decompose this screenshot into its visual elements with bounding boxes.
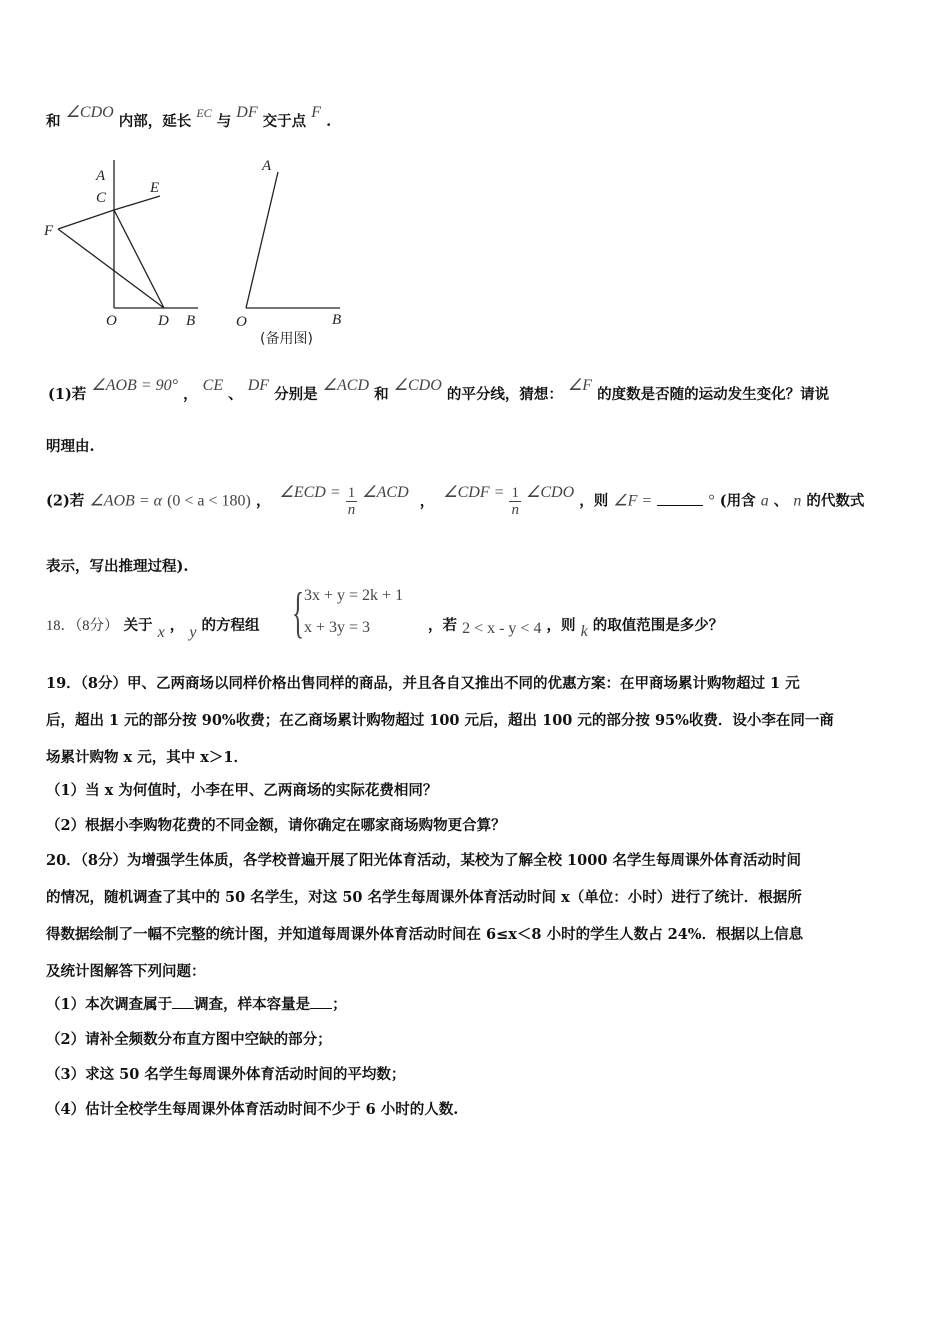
q18-text: 的取值范围是多少？ <box>592 617 724 634</box>
intro-text: 和 <box>46 113 61 130</box>
segment-ec: EC <box>196 106 212 120</box>
angle-f: ∠F <box>567 377 593 394</box>
q20-sub3: （3）求这 50 名学生每周课外体育活动时间的平均数； <box>46 1066 406 1083</box>
q20-sub1-text: 调查，样本容量是 <box>194 996 311 1013</box>
system-brace: { <box>292 582 305 644</box>
fraction-1-over-n <box>346 485 358 518</box>
fig1-label-d: D <box>158 313 169 329</box>
part2-text: (用含 <box>719 492 756 510</box>
figure-caption: (备用图) <box>260 331 313 347</box>
q19-line3: 场累计购物 x 元，其中 x＞1． <box>46 749 249 766</box>
part1-line <box>48 377 830 404</box>
fig2-label-b: B <box>332 312 342 328</box>
fraction-1-over-n <box>509 485 521 518</box>
q18-text: ，则 <box>546 617 576 634</box>
alpha-range: (0 < a < 180) <box>167 492 251 510</box>
degree-sign: ° <box>708 492 715 510</box>
intro-line <box>46 104 332 131</box>
equation-1: 3x + y = 2k + 1 <box>304 587 404 604</box>
part2-line2: 表示，写出推理过程). <box>46 558 189 575</box>
q19-line2: 后，超出 1 元的部分按 90%收费；在乙商场累计购物超过 100 元后，超出 100 元的部分按 95%收费．设小李在同一商 <box>46 712 834 729</box>
var-x: x <box>157 624 165 641</box>
fig1-label-o: O <box>106 313 117 329</box>
part1-text: 的平分线，猜想： <box>446 386 563 403</box>
var-y: y <box>189 624 197 641</box>
fig1-label-a: A <box>96 168 106 184</box>
angle-cdo: ∠CDO <box>393 377 442 394</box>
part1-line2: 明理由. <box>46 438 95 455</box>
fig1-label-c: C <box>96 190 107 206</box>
var-a: a <box>760 492 769 510</box>
q18-text: 关于 <box>123 617 153 634</box>
separator: 、 <box>773 492 789 510</box>
intro-text: 与 <box>216 113 232 130</box>
angle-acd: ∠ACD <box>362 483 409 501</box>
intro-text: 交于点 <box>262 113 307 130</box>
point-f: F <box>311 104 322 121</box>
inequality: 2 < x - y < 4 <box>462 620 542 637</box>
fig1-label-f: F <box>44 223 54 239</box>
part2-prefix: (2)若 <box>46 492 85 510</box>
part1-text: 分别是 <box>274 386 318 403</box>
equation-system <box>292 583 422 645</box>
fraction-denominator: n <box>347 502 356 518</box>
angle-acd: ∠ACD <box>322 377 370 394</box>
fig1-label-e: E <box>150 180 160 196</box>
var-k: k <box>580 623 588 640</box>
q18-line <box>46 614 260 641</box>
angle-ecd: ∠ECD = <box>279 483 341 501</box>
fig2-label-o: O <box>236 314 247 330</box>
fraction-numerator: 1 <box>511 485 519 501</box>
q20-sub1 <box>46 993 347 1014</box>
angle-aob-alpha: ∠AOB = α <box>89 492 163 510</box>
angle-cdf: ∠CDF = <box>443 483 505 501</box>
geometry-figure <box>40 150 370 350</box>
separator: ， <box>419 492 435 510</box>
q18-text: ，若 <box>428 617 457 634</box>
segment-df: DF <box>247 377 270 394</box>
part1-text: 的度数是否随的运动发生变化？请说 <box>597 386 830 403</box>
q20-line2: 的情况，随机调查了其中的 50 名学生，对这 50 名学生每周课外体育活动时间 x（单位：小时）进行了统计．根据所 <box>46 889 802 906</box>
fig1-label-b: B <box>186 313 196 329</box>
fraction-numerator: 1 <box>347 485 356 501</box>
fig2-label-a: A <box>262 158 272 174</box>
q18-number: 18．（8分） <box>46 618 119 634</box>
q20-line1: 20．（8分）为增强学生体质，各学校普遍开展了阳光体育活动，某校为了解全校 1000 名学生每周课外体育活动时间 <box>46 852 801 869</box>
separator: ， <box>183 386 198 403</box>
angle-cdo: ∠CDO <box>526 483 575 501</box>
separator: 、 <box>228 386 243 403</box>
separator: ， <box>255 492 271 510</box>
q20-sub2: （2）请补全频数分布直方图中空缺的部分； <box>46 1031 332 1048</box>
segment-df: DF <box>236 104 258 121</box>
part2-text: ，则 <box>579 492 609 510</box>
q19-sub2: （2）根据小李购物花费的不同金额，请你确定在哪家商场购物更合算？ <box>46 817 506 834</box>
q18-text: 的方程组 <box>201 617 260 634</box>
angle-cdo: ∠CDO <box>65 104 114 121</box>
separator: ， <box>169 617 185 634</box>
intro-text: 内部，延长 <box>118 113 192 130</box>
part2-line <box>46 485 864 518</box>
segment-ce: CE <box>202 377 224 394</box>
q20-line4: 及统计图解答下列问题： <box>46 963 206 980</box>
q18-line-tail <box>428 614 724 640</box>
intro-text: . <box>326 113 332 130</box>
fraction-denominator: n <box>511 502 519 518</box>
q20-sub1-text: ； <box>332 996 347 1013</box>
answer-blank-sample-size[interactable] <box>310 996 332 1009</box>
var-n: n <box>793 492 802 510</box>
equation-2: x + 3y = 3 <box>304 619 371 636</box>
angle-aob-90: ∠AOB = 90° <box>91 377 179 394</box>
q19-line1: 19．（8分）甲、乙两商场以同样价格出售同样的商品，并且各自又推出不同的优惠方案：在甲商场累计购物超过 1 元 <box>46 675 800 692</box>
part2-text: 的代数式 <box>806 492 865 510</box>
answer-blank[interactable] <box>657 493 703 506</box>
part1-prefix: (1)若 <box>48 386 87 403</box>
part1-text: 和 <box>374 386 389 403</box>
answer-blank-survey-type[interactable] <box>172 996 194 1009</box>
q20-sub1-text: （1）本次调查属于 <box>46 996 173 1013</box>
q20-line3: 得数据绘制了一幅不完整的统计图，并知道每周课外体育活动时间在 6≤x＜8 小时的学生人数占 24%．根据以上信息 <box>46 926 804 943</box>
q20-sub4: （4）估计全校学生每周课外体育活动时间不少于 6 小时的人数. <box>46 1101 459 1118</box>
angle-f: ∠F = <box>613 492 653 510</box>
q19-sub1: （1）当 x 为何值时，小李在甲、乙两商场的实际花费相同？ <box>46 782 438 799</box>
